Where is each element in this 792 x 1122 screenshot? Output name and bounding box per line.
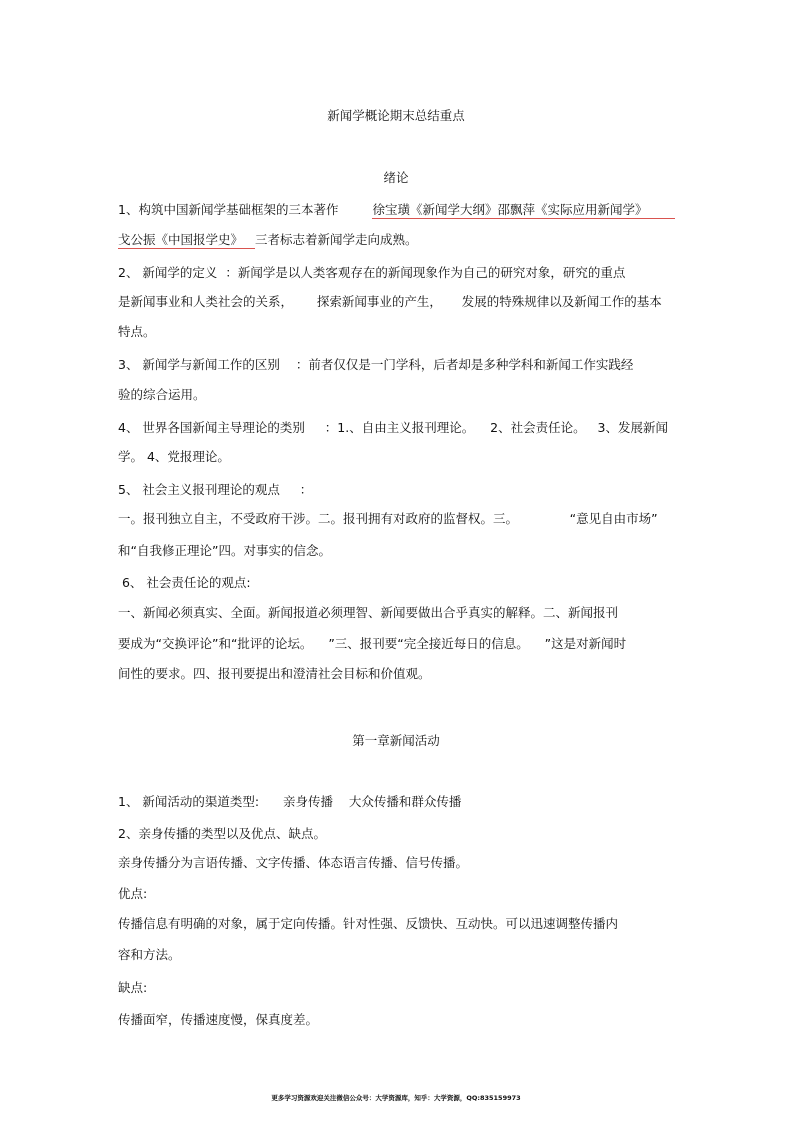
underlined-book: 戈公振《中国报学史》 [118, 232, 255, 249]
text-line: 2、 新闻学的定义 ：新闻学是以人类客观存在的新闻现象作为自己的研究对象，研究的重点 [118, 265, 626, 280]
footer-note: 更多学习资源欢迎关注微信公众号：大学资源库，知乎：大学资源，QQ:835159973 [271, 1094, 521, 1102]
text-line: 一、新闻必须真实、全面。新闻报道必须理智、新闻要做出合乎真实的解释。二、新闻报刊 [118, 605, 619, 620]
underlined-books: 徐宝璜《新闻学大纲》邵飘萍《实际应用新闻学》 [372, 202, 675, 219]
text-line: 学。 4、党报理论。 [118, 449, 230, 464]
text-line: 容和方法。 [118, 947, 181, 962]
document-title: 新闻学概论期末总结重点 [327, 108, 465, 123]
text-line: 1、 新闻活动的渠道类型: 亲身传播 大众传播和群众传播 [118, 794, 462, 809]
text-line: 一。报刊独立自主，不受政府干涉。二。报刊拥有对政府的监督权。三。 “意见自由市场” [118, 511, 658, 526]
text-line: 4、 世界各国新闻主导理论的类别 ：1.、自由主义报刊理论。 2、社会责任论。 3、发展新闻 [118, 420, 668, 435]
text-line: 3、 新闻学与新闻工作的区别 ：前者仅仅是一门学科，后者却是多种学科和新闻工作实践经 [118, 357, 634, 372]
text-line: 传播信息有明确的对象，属于定向传播。针对性强、反馈快、互动快。可以迅速调整传播内 [118, 916, 619, 931]
text-line: 5、 社会主义报刊理论的观点 ： [118, 482, 313, 497]
text-line: 缺点: [118, 980, 148, 995]
text-line: 和“自我修正理论”四。对事实的信念。 [118, 543, 331, 558]
text-line: 是新闻事业和人类社会的关系， 探索新闻事业的产生， 发展的特殊规律以及新闻工作的基本 [118, 294, 662, 309]
text-line: 传播面窄，传播速度慢，保真度差。 [118, 1012, 319, 1027]
text-line: 间性的要求。四、报刊要提出和澄清社会目标和价值观。 [118, 666, 431, 681]
text-line: 1、构筑中国新闻学基础框架的三本著作 徐宝璜《新闻学大纲》邵飘萍《实际应用新闻学》 [118, 202, 675, 218]
text-line: 特点。 [118, 324, 156, 339]
text-line: 要成为“交换评论”和“批评的论坛。 ”三、报刊要“完全接近每日的信息。 ”这是对新闻时 [118, 636, 627, 651]
text-line: 6、 社会责任论的观点: [118, 575, 251, 590]
text-line: 戈公振《中国报学史》 三者标志着新闻学走向成熟。 [118, 232, 418, 247]
text-line: 验的综合运用。 [118, 387, 206, 402]
section-heading-intro: 绪论 [383, 170, 409, 185]
section-heading-chapter1: 第一章新闻活动 [352, 733, 440, 748]
text-line: 2、亲身传播的类型以及优点、缺点。 [118, 826, 326, 841]
text-line: 亲身传播分为言语传播、文字传播、体态语言传播、信号传播。 [118, 855, 469, 870]
text-line: 优点: [118, 886, 148, 901]
